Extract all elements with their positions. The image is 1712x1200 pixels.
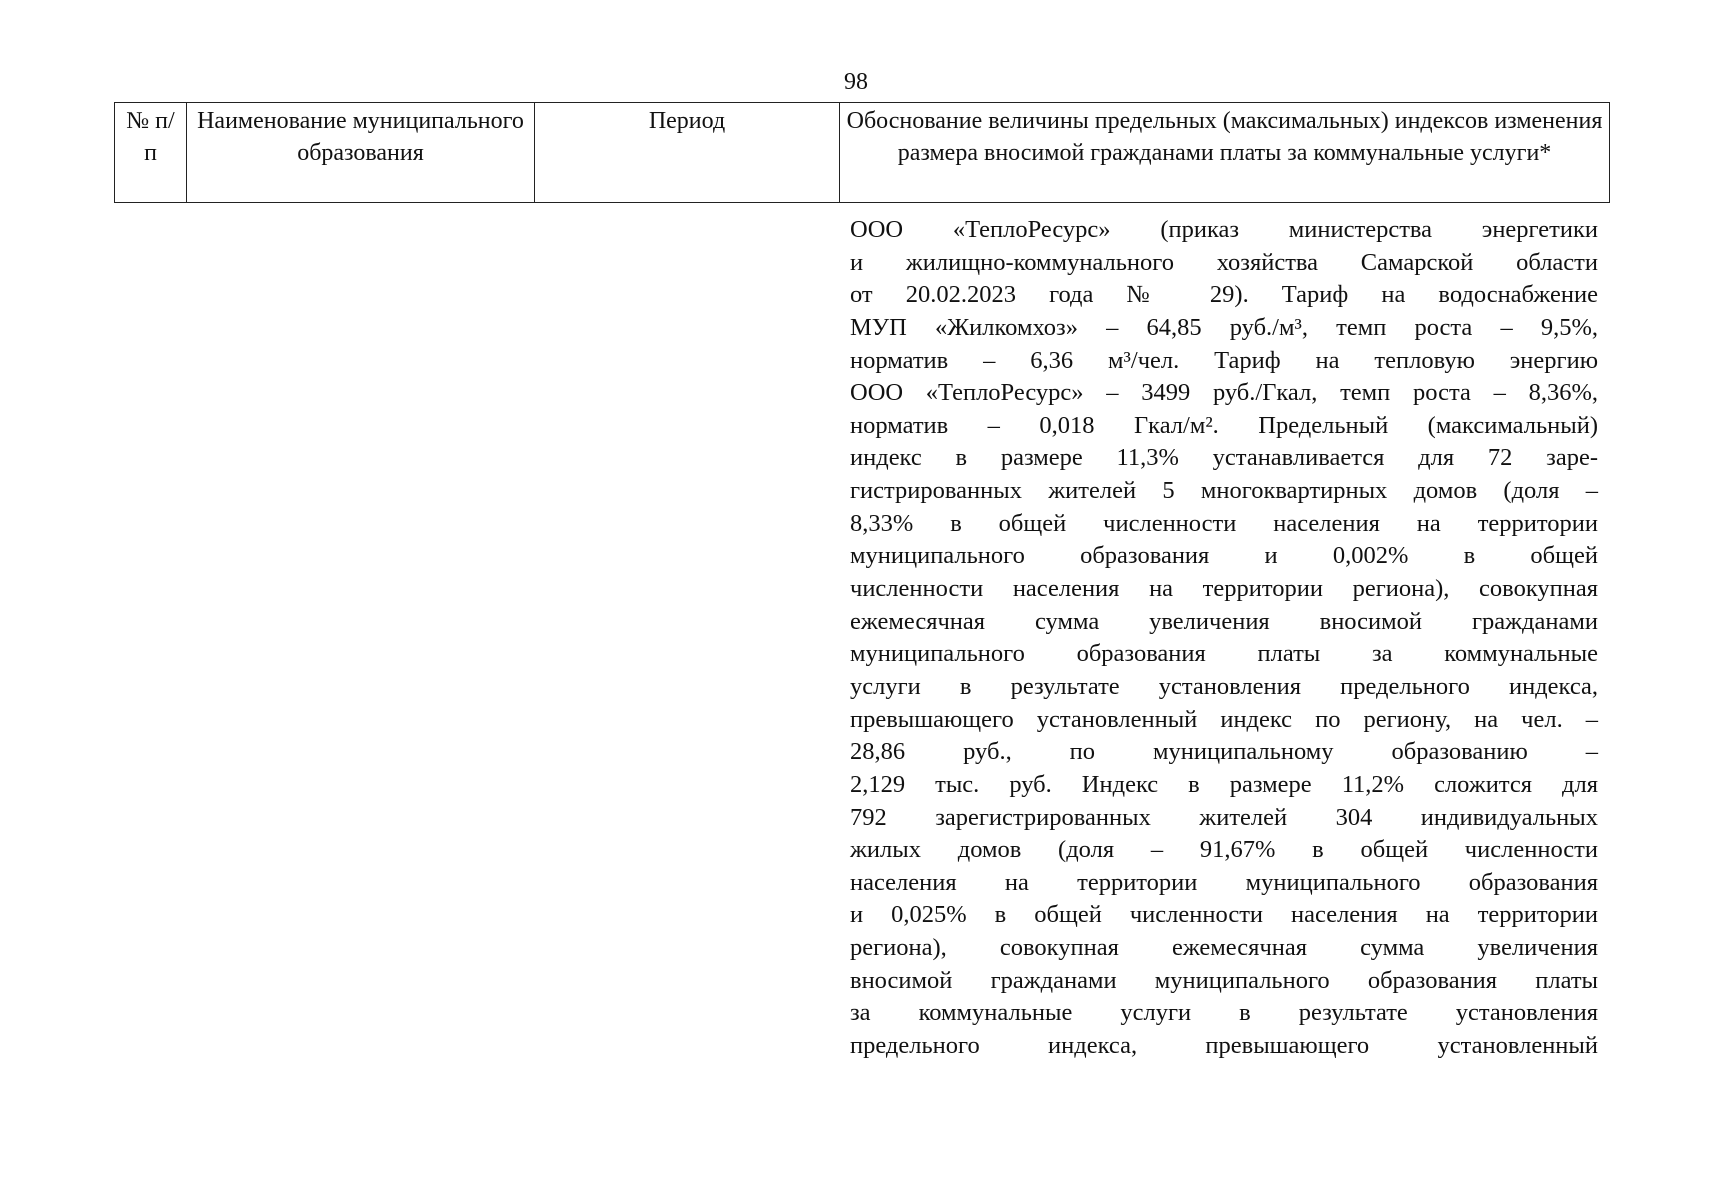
text-line: норматив – 0,018 Гкал/м². Предельный (максимальный) xyxy=(850,411,1598,439)
text-line: ООО «ТеплоРесурс» (приказ министерства энергетики xyxy=(850,216,1598,243)
text-line: региона), совокупная ежемесячная сумма увеличения xyxy=(850,934,1598,962)
text-line: и 0,025% в общей численности населения на территории xyxy=(850,901,1598,929)
text-line: 2,129 тыс. руб. Индекс в размере 11,2% сложится для xyxy=(850,770,1598,798)
text-line: услуги в результате установления предельного индекса, xyxy=(850,672,1598,700)
text-line: 792 зарегистрированных жителей 304 индивидуальных xyxy=(850,803,1598,831)
header-cell-period: Период xyxy=(535,103,840,203)
text-line: и жилищно-коммунального хозяйства Самарской области xyxy=(850,248,1598,276)
text-line: жилых домов (доля – 91,67% в общей численности xyxy=(850,836,1598,864)
table-header xyxy=(114,102,1610,203)
text-line: населения на территории муниципального образования xyxy=(850,868,1598,896)
text-line: муниципального образования платы за коммунальные xyxy=(850,640,1598,668)
text-line: муниципального образования и 0,002% в общей xyxy=(850,542,1598,570)
text-line: ежемесячная сумма увеличения вносимой гражданами xyxy=(850,607,1598,635)
text-line: предельного индекса, превышающего установленный xyxy=(850,1032,1598,1060)
header-cell-number: № п/п xyxy=(115,103,187,203)
text-line: численности населения на территории региона), совокупная xyxy=(850,575,1598,603)
text-line: вносимой гражданами муниципального образования платы xyxy=(850,966,1598,994)
text-line: ООО «ТеплоРесурс» – 3499 руб./Гкал, темп роста – 8,36%, xyxy=(850,379,1598,407)
text-line: за коммунальные услуги в результате установления xyxy=(850,999,1598,1027)
header-cell-municipality: Наименование муниципального образования xyxy=(187,103,535,203)
text-line: индекс в размере 11,3% устанавливается для 72 заре- xyxy=(850,444,1598,472)
header-cell-justification: Обоснование величины предельных (максимальных) индексов изменения размера вносимой гражданами платы за коммунальные услуги* xyxy=(840,103,1610,203)
text-line: 8,33% в общей численности населения на территории xyxy=(850,509,1598,537)
text-line: превышающего установленный индекс по региону, на чел. – xyxy=(850,705,1598,733)
justification-text xyxy=(850,214,1598,1063)
text-line: норматив – 6,36 м³/чел. Тариф на тепловую энергию xyxy=(850,346,1598,374)
text-line: 28,86 руб., по муниципальному образованию – xyxy=(850,738,1598,766)
page-number: 98 xyxy=(844,69,868,95)
text-line: от 20.02.2023 года № 29). Тариф на водоснабжение xyxy=(850,281,1598,309)
text-line: гистрированных жителей 5 многоквартирных домов (доля – xyxy=(850,477,1598,505)
text-line: МУП «Жилкомхоз» – 64,85 руб./м³, темп роста – 9,5%, xyxy=(850,313,1598,341)
